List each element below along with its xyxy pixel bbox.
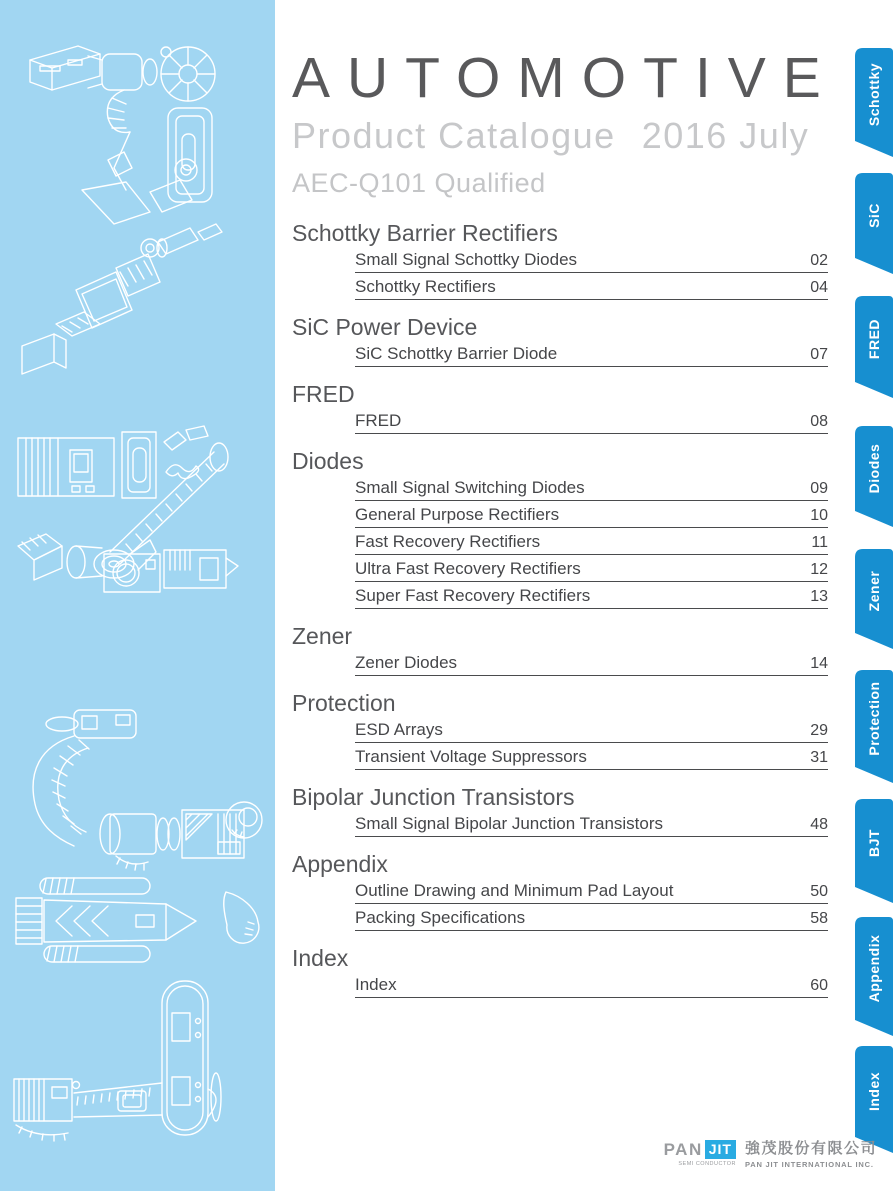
toc-section xyxy=(292,851,828,931)
toc-item-row[interactable] xyxy=(355,810,828,837)
side-tab-bjt[interactable] xyxy=(855,799,893,903)
toc-section-heading: Bipolar Junction Transistors xyxy=(292,784,575,810)
subtitle-row xyxy=(292,114,828,158)
panjit-logo xyxy=(664,1137,877,1169)
toc-item-label: Fast Recovery Rectifiers xyxy=(355,532,541,551)
toc-item-page: 50 xyxy=(810,883,828,900)
toc-item-row[interactable] xyxy=(355,501,828,528)
toc-item-row[interactable] xyxy=(355,407,828,434)
panjit-wordmark xyxy=(664,1140,736,1167)
side-tab-fred[interactable] xyxy=(855,296,893,398)
toc-section xyxy=(292,314,828,367)
toc-item-label: Small Signal Switching Diodes xyxy=(355,478,585,497)
catalogue-edition: 2016 July xyxy=(641,115,810,156)
toc-section-heading: FRED xyxy=(292,381,355,407)
toc-item-page: 14 xyxy=(810,655,828,672)
toc-item-row[interactable] xyxy=(355,340,828,367)
toc-item-list xyxy=(292,340,828,367)
panel-lineart xyxy=(0,0,275,1191)
toc-item-list xyxy=(292,810,828,837)
side-tab-appendix[interactable] xyxy=(855,917,893,1036)
toc-item-row[interactable] xyxy=(355,649,828,676)
toc-item-row[interactable] xyxy=(355,877,828,904)
tab-label: Diodes xyxy=(866,443,882,494)
toc-item-label: Index xyxy=(355,975,397,994)
toc-item-label: Ultra Fast Recovery Rectifiers xyxy=(355,559,581,578)
side-tab-schottky[interactable] xyxy=(855,48,893,157)
company-name-chinese: 強茂股份有限公司 xyxy=(744,1140,877,1157)
toc-item-page: 09 xyxy=(810,480,828,497)
toc-section xyxy=(292,381,828,434)
toc-item-label: Outline Drawing and Minimum Pad Layout xyxy=(355,881,674,900)
toc-item-page: 11 xyxy=(811,534,828,551)
toc-section-heading: Zener xyxy=(292,623,353,649)
toc-section xyxy=(292,220,828,300)
tab-label: SiC xyxy=(866,203,882,228)
toc-item-list xyxy=(292,877,828,931)
toc-item-page: 60 xyxy=(810,977,828,994)
main-content xyxy=(292,46,838,998)
side-tab-diodes[interactable] xyxy=(855,426,893,527)
toc-item-page: 07 xyxy=(810,346,828,363)
teardrop-pod-icon xyxy=(224,892,259,943)
toc-item-list xyxy=(292,716,828,770)
side-tab-strip xyxy=(855,0,893,1191)
side-tab-protection[interactable] xyxy=(855,670,893,783)
toc-item-page: 58 xyxy=(810,910,828,927)
toc-section xyxy=(292,690,828,770)
toc-item-label: Super Fast Recovery Rectifiers xyxy=(355,586,591,605)
toc-item-page: 13 xyxy=(810,588,828,605)
company-name-english: PAN JIT INTERNATIONAL INC. xyxy=(744,1160,874,1169)
toc-item-list xyxy=(292,474,828,609)
panjit-semiconductor-text: SEMI CONDUCTOR xyxy=(678,1160,736,1167)
toc xyxy=(292,220,828,998)
catalogue-subtitle: Product Catalogue xyxy=(292,115,616,156)
tab-label: Appendix xyxy=(866,934,882,1003)
toc-item-list xyxy=(292,649,828,676)
toc-item-label: FRED xyxy=(355,411,402,430)
panjit-pan-text: PAN xyxy=(663,1139,703,1159)
toc-section-heading: Protection xyxy=(292,690,396,716)
toc-item-row[interactable] xyxy=(355,904,828,931)
side-tab-zener[interactable] xyxy=(855,549,893,649)
toc-item-row[interactable] xyxy=(355,273,828,300)
toc-item-list xyxy=(292,246,828,300)
toc-item-label: Small Signal Schottky Diodes xyxy=(355,250,578,269)
toc-item-page: 31 xyxy=(810,749,828,766)
toc-item-label: SiC Schottky Barrier Diode xyxy=(355,344,558,363)
film-reel-machine-icon xyxy=(18,426,238,592)
toc-item-label: Transient Voltage Suppressors xyxy=(355,747,587,766)
panjit-jit-badge: JIT xyxy=(705,1140,736,1159)
toc-item-page: 04 xyxy=(810,279,828,296)
toc-item-row[interactable] xyxy=(355,971,828,998)
toc-item-row[interactable] xyxy=(355,474,828,501)
page-title: AUTOMOTIVE xyxy=(292,46,838,110)
toc-item-page: 02 xyxy=(810,252,828,269)
toc-item-page: 10 xyxy=(810,507,828,524)
toc-item-list xyxy=(292,971,828,998)
tab-label: Index xyxy=(866,1071,882,1112)
company-name-block xyxy=(745,1137,877,1169)
toc-section xyxy=(292,945,828,998)
toc-item-row[interactable] xyxy=(355,246,828,273)
toc-item-label: ESD Arrays xyxy=(355,720,443,739)
tab-label: Zener xyxy=(866,570,882,612)
toc-item-page: 29 xyxy=(810,722,828,739)
toc-item-row[interactable] xyxy=(355,555,828,582)
side-tab-sic[interactable] xyxy=(855,173,893,274)
toc-section xyxy=(292,623,828,676)
toc-item-page: 08 xyxy=(810,413,828,430)
toc-item-row[interactable] xyxy=(355,528,828,555)
zigzag-robot-arm-icon xyxy=(22,224,222,374)
toc-section-heading: Schottky Barrier Rectifiers xyxy=(292,220,558,246)
toc-item-label: Zener Diodes xyxy=(355,653,458,672)
toc-item-page: 48 xyxy=(810,816,828,833)
tab-label: Protection xyxy=(866,681,882,756)
left-illustration-panel xyxy=(0,0,275,1191)
toc-item-label: Packing Specifications xyxy=(355,908,526,927)
biplane-machine-icon xyxy=(14,981,221,1141)
toc-section-heading: Diodes xyxy=(292,448,364,474)
toc-item-row[interactable] xyxy=(355,582,828,609)
toc-section-heading: Appendix xyxy=(292,851,388,877)
robot-arm-fan-machine-icon xyxy=(30,46,215,224)
space-shuttle-icon xyxy=(16,878,196,962)
toc-section xyxy=(292,448,828,609)
toc-item-label: Small Signal Bipolar Junction Transistors xyxy=(355,814,664,833)
tab-label: BJT xyxy=(866,829,882,857)
toc-item-label: Schottky Rectifiers xyxy=(355,277,496,296)
toc-section xyxy=(292,784,828,837)
toc-item-list xyxy=(292,407,828,434)
toc-item-page: 12 xyxy=(810,561,828,578)
qualification-label: AEC-Q101 Qualified xyxy=(292,168,546,198)
c-shaped-camera-machine-icon xyxy=(33,710,244,870)
toc-section-heading: Index xyxy=(292,945,349,971)
toc-item-row[interactable] xyxy=(355,716,828,743)
toc-item-label: General Purpose Rectifiers xyxy=(355,505,560,524)
toc-section-heading: SiC Power Device xyxy=(292,314,478,340)
toc-item-row[interactable] xyxy=(355,743,828,770)
tab-label: Schottky xyxy=(866,62,882,127)
tab-label: FRED xyxy=(866,318,882,360)
